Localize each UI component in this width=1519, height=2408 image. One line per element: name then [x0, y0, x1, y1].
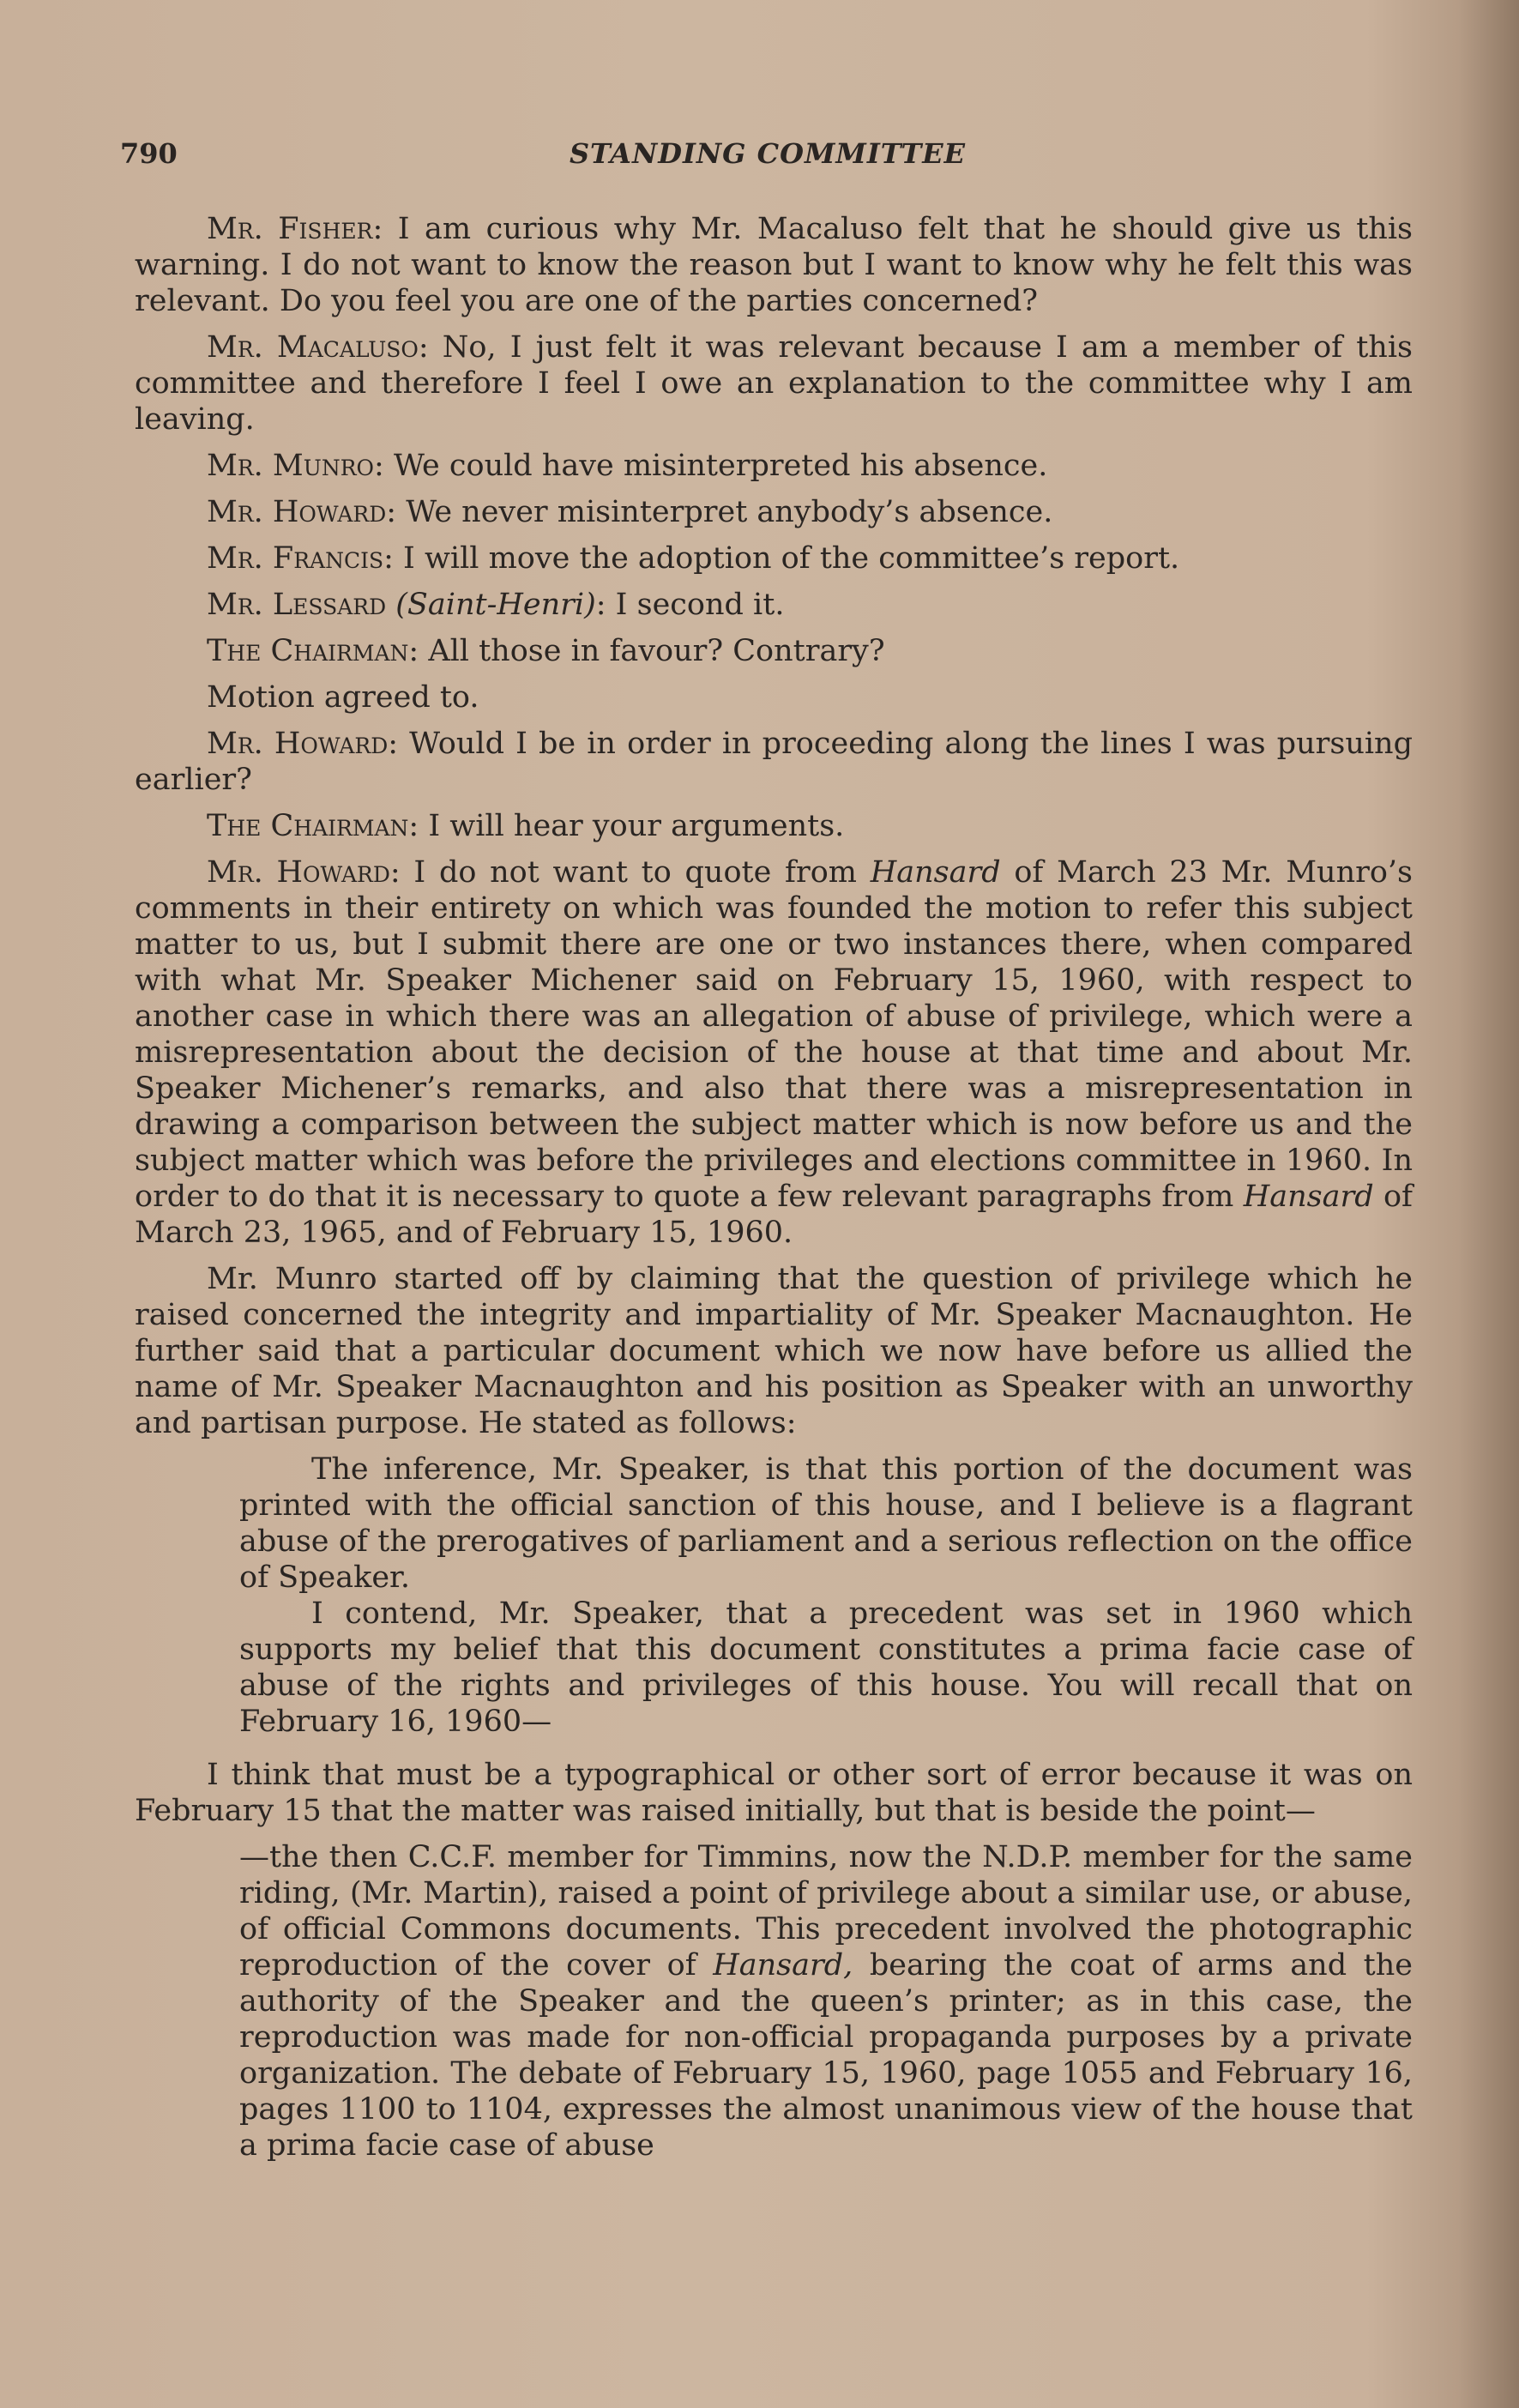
paragraph	[135, 633, 1413, 669]
quote-text: bearing the coat of arms and the authority of the Speaker and the queen’s printer; as in this case, the reproduction was made for non-official propaganda purposes by a private organization. The debate of February 15, 1960, page 1055 and February 16, pages 1100 to 1104, expresses the almost unanimous view of the house that a prima facie case of abuse	[239, 1948, 1413, 2163]
paragraph-text: I am curious why Mr. Macaluso felt that he should give us this warning. I do not want to know the reason but I want to know why he felt this was relevant. Do you feel you are one of the parties concerned?	[135, 212, 1413, 318]
running-title: STANDING COMMITTEE	[569, 137, 967, 170]
block-quote	[239, 1839, 1413, 2164]
paragraph-text: : I second it.	[595, 588, 785, 622]
paragraph	[135, 1261, 1413, 1441]
document-body	[135, 211, 1413, 2164]
paragraph-text: All those in favour? Contrary?	[419, 634, 885, 668]
paragraph-text: I will hear your arguments.	[419, 809, 845, 843]
paragraph-text: Mr. Munro started off by claiming that the question of privilege which he raised concerned the integrity and impartiality of Mr. Speaker Macnaughton. He further said that a particular document which we now have before us allied the name of Mr. Speaker Macnaughton and his position as Speaker with an unworthy and partisan purpose. He stated as follows:	[135, 1262, 1413, 1440]
paragraph	[135, 540, 1413, 576]
speaker-name: Mr. Macaluso:	[207, 330, 429, 365]
paragraph	[135, 679, 1413, 715]
paragraph	[135, 448, 1413, 484]
speaker-name: The Chairman:	[207, 634, 419, 668]
page-header	[120, 137, 1415, 178]
paragraph	[135, 494, 1413, 530]
paragraph-text: I will move the adoption of the committee’s report.	[393, 541, 1180, 576]
paragraph-text: We never misinterpret anybody’s absence.	[396, 495, 1053, 529]
speaker-name: The Chairman:	[207, 809, 419, 843]
publication-title: Hansard,	[713, 1948, 853, 1983]
speaker-name: Mr. Fisher:	[207, 212, 383, 246]
speaker-name: Mr. Howard:	[207, 855, 401, 890]
paragraph-text: Would I be in order in proceeding along the lines I was pursuing earlier?	[135, 727, 1413, 797]
page-number: 790	[120, 137, 178, 170]
speaker-name: Mr. Munro:	[207, 449, 384, 483]
paragraph-text: of March 23 Mr. Munro’s comments in their entirety on which was founded the motion to refer this subject matter to us, but I submit there are one or two instances there, when compared with what Mr. Speaker Michener said on February 15, 1960, with respect to another case in which there was an allegation of abuse of privilege, which were a misrepresentation about the decision of the house at that time and about Mr. Speaker Michener’s remarks, and also that there was a misrepresentation in drawing a comparison between the subject matter which is now before us and the subject matter which was before the privileges and elections committee in 1960. In order to do that it is necessary to quote a few relevant paragraphs from	[135, 855, 1414, 1214]
paragraph-text: We could have misinterpreted his absence.	[383, 449, 1048, 483]
paragraph	[135, 211, 1413, 319]
paragraph: I think that must be a typographical or other sort of error because it was on February 15 that the matter was raised initially, but that is beside the point—	[135, 1758, 1413, 1828]
paragraph	[135, 726, 1413, 798]
speaker-name: Mr. Howard:	[207, 495, 397, 529]
spacer	[135, 1740, 1413, 1757]
paragraph-text: Motion agreed to.	[207, 680, 479, 715]
quote-text: —the then C.C.F. member for Timmins, now the N.D.P. member for the same riding, (Mr. Martin), raised a point of privilege about a similar use, or abuse, of official Commons documents. This precedent involved the photographic reproduction of the cover of	[239, 1840, 1413, 1983]
speaker-name: Mr. Francis:	[207, 541, 394, 576]
block-quote: The inference, Mr. Speaker, is that this portion of the document was printed with the official sanction of this house, and I believe is a flagrant abuse of the prerogatives of parliament and a serious reflection on the office of Speaker.	[239, 1452, 1413, 1595]
paragraph-text: No, I just felt it was relevant because I am a member of this committee and therefore I feel I owe an explanation to the committee why I am leaving.	[135, 330, 1413, 437]
paragraph	[135, 587, 1413, 623]
paragraph	[135, 808, 1413, 844]
paragraph-text: of March 23, 1965, and of February 15, 1960.	[135, 1180, 1413, 1250]
speaker-name: Mr. Howard:	[207, 727, 399, 761]
speaker-name: Mr. Lessard	[207, 588, 387, 622]
block-quote: I contend, Mr. Speaker, that a precedent was set in 1960 which supports my belief that this document constitutes a prima facie case of abuse of the rights and privileges of this house. You will recall that on February 16, 1960—	[239, 1596, 1413, 1739]
paragraph-text: I do not want to quote from	[400, 855, 871, 890]
paragraph	[135, 329, 1413, 438]
paragraph	[135, 854, 1413, 1251]
publication-title: Hansard	[870, 855, 1001, 890]
constituency: (Saint-Henri)	[395, 588, 596, 622]
publication-title: Hansard	[1243, 1180, 1374, 1214]
